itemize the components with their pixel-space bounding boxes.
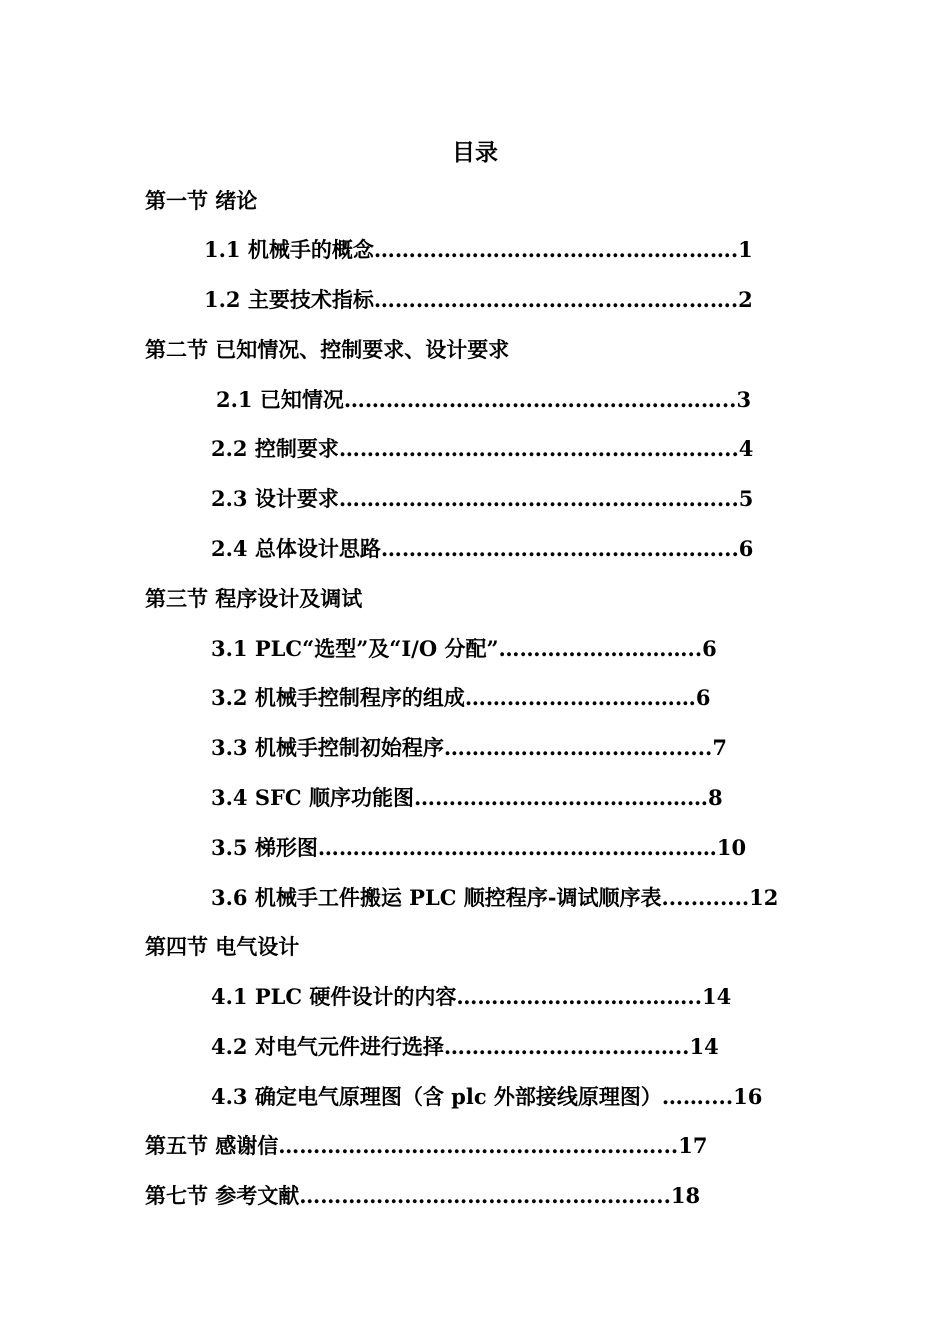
toc-entry-1-2: 1.2 主要技术指标…………………………………………….2 [204,287,753,312]
toc-entry-3-5: 3.5 梯形图…………………………………………………10 [211,835,747,860]
toc-entry-4-1: 4.1 PLC 硬件设计的内容……………………………..14 [211,984,732,1009]
toc-entry-3-4: 3.4 SFC 顺序功能图……………………………………8 [211,785,723,810]
toc-title: 目录 [452,139,498,166]
toc-chapter-5: 第五节 感谢信………………………………………………...17 [145,1133,708,1158]
toc-entry-4-2: 4.2 对电气元件进行选择……………………………..14 [211,1034,719,1059]
toc-entry-2-2: 2.2 控制要求………………………………………………...4 [211,436,754,461]
toc-entry-3-2: 3.2 机械手控制程序的组成……………………………6 [211,685,711,710]
toc-chapter-1: 第一节 绪论 [145,188,258,213]
toc-entry-2-1: 2.1 已知情况………………………………………………..3 [216,387,752,412]
toc-entry-2-4: 2.4 总体设计思路…………………………………………...6 [211,536,754,561]
toc-chapter-3: 第三节 程序设计及调试 [145,586,363,611]
toc-entry-3-6: 3.6 机械手工件搬运 PLC 顺控程序-调试顺序表............12 [211,885,779,910]
toc-entry-4-3: 4.3 确定电气原理图（含 plc 外部接线原理图）……....16 [211,1084,763,1109]
toc-entry-2-3: 2.3 设计要求………………………………………………...5 [211,486,754,511]
toc-chapter-7: 第七节 参考文献……………………………………………..18 [145,1183,701,1208]
toc-entry-1-1: 1.1 机械手的概念…………………………………………….1 [204,237,753,262]
toc-entry-3-3: 3.3 机械手控制初始程序…………………………........7 [211,735,727,760]
toc-entry-3-1: 3.1 PLC“选型”及“I/O 分配”………………………..6 [211,636,717,661]
toc-chapter-4: 第四节 电气设计 [145,934,300,959]
toc-chapter-2: 第二节 已知情况、控制要求、设计要求 [145,337,510,362]
